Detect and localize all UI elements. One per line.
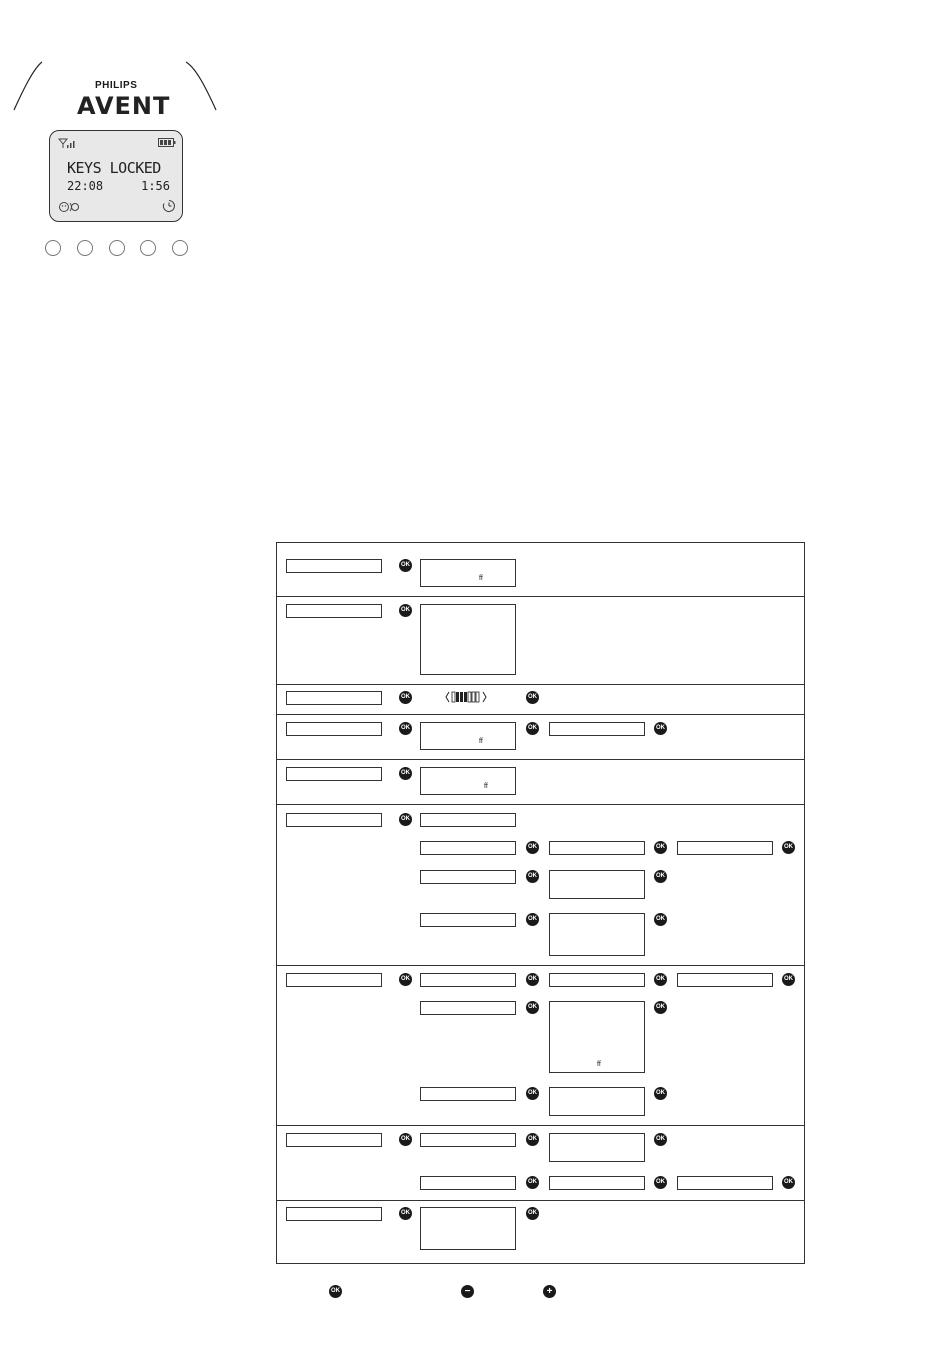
screen-note: ff [479, 575, 483, 582]
submenu-box [420, 1133, 516, 1147]
submenu-box [420, 841, 516, 855]
battery-icon [158, 138, 176, 147]
screen-note: ff [479, 738, 483, 745]
ok-button-icon: OK [654, 1133, 667, 1146]
timer-icon [162, 199, 176, 213]
display-time: 22:08 [67, 179, 104, 193]
menu-item-box [286, 559, 382, 573]
volume-slider-icon [445, 690, 489, 704]
menu-item-box [549, 841, 645, 855]
menu-item-box [549, 722, 645, 736]
ok-button-icon: OK [526, 841, 539, 854]
menu-item-box [286, 1207, 382, 1221]
menu-item-box [286, 722, 382, 736]
ok-button-icon: OK [782, 841, 795, 854]
menu-item-box [549, 973, 645, 987]
submenu-box [420, 1176, 516, 1190]
ok-button-icon: OK [399, 973, 412, 986]
ok-button-icon: OK [399, 691, 412, 704]
menu-item-box [677, 1176, 773, 1190]
screen-box [420, 767, 516, 795]
menu-item-box [286, 767, 382, 781]
ok-button-icon: OK [526, 691, 539, 704]
screen-box [420, 604, 516, 675]
ok-button-icon: OK [654, 1176, 667, 1189]
legend-minus-icon: − [461, 1285, 474, 1298]
ok-button-icon: OK [526, 722, 539, 735]
ok-button-icon: OK [399, 559, 412, 572]
ok-button-icon: OK [526, 1176, 539, 1189]
ok-button-icon: OK [399, 722, 412, 735]
menu-item-box [549, 1176, 645, 1190]
screen-box [549, 870, 645, 899]
menu-flow-table [276, 542, 805, 1264]
ok-button-icon: OK [526, 1133, 539, 1146]
screen-box [549, 1133, 645, 1162]
screen-box [549, 1087, 645, 1116]
menu-item-box [286, 1133, 382, 1147]
ok-button-icon: OK [526, 1087, 539, 1100]
menu-item-box [677, 973, 773, 987]
baby-sound-icon [58, 201, 80, 213]
ok-button-icon: OK [654, 722, 667, 735]
ok-button-icon: OK [399, 767, 412, 780]
signal-icon [58, 138, 76, 148]
menu-item-box [286, 604, 382, 618]
ok-button-icon: OK [399, 813, 412, 826]
device-button-2[interactable] [77, 240, 93, 256]
brand-logo: AVENT [77, 92, 171, 120]
screen-box [420, 1207, 516, 1250]
ok-button-icon: OK [399, 1133, 412, 1146]
menu-item-box [286, 691, 382, 705]
device-button-1[interactable] [45, 240, 61, 256]
ok-button-icon: OK [526, 1001, 539, 1014]
submenu-box [420, 1087, 516, 1101]
menu-item-box [286, 973, 382, 987]
ok-button-icon: OK [654, 870, 667, 883]
screen-box [420, 722, 516, 750]
ok-button-icon: OK [654, 841, 667, 854]
ok-button-icon: OK [526, 1207, 539, 1220]
submenu-box [420, 973, 516, 987]
menu-item-box [677, 841, 773, 855]
submenu-box [420, 813, 516, 827]
submenu-box [420, 913, 516, 927]
ok-button-icon: OK [399, 1207, 412, 1220]
ok-button-icon: OK [526, 913, 539, 926]
ok-button-icon: OK [526, 870, 539, 883]
screen-note: ff [597, 1061, 601, 1068]
submenu-box [420, 1001, 516, 1015]
display-duration: 1:56 [141, 179, 170, 193]
screen-box [420, 559, 516, 587]
device-button-3[interactable] [109, 240, 125, 256]
ok-button-icon: OK [782, 973, 795, 986]
device-display [49, 130, 183, 222]
brand-top: PHILIPS [95, 80, 138, 91]
device-button-4[interactable] [140, 240, 156, 256]
display-status-text: KEYS LOCKED [67, 159, 161, 177]
menu-item-box [286, 813, 382, 827]
ok-button-icon: OK [399, 604, 412, 617]
legend-plus-icon: + [543, 1285, 556, 1298]
screen-box [549, 913, 645, 956]
ok-button-icon: OK [654, 1001, 667, 1014]
ok-button-icon: OK [654, 973, 667, 986]
device-button-5[interactable] [172, 240, 188, 256]
submenu-box [420, 870, 516, 884]
legend-ok-icon: OK [329, 1285, 342, 1298]
ok-button-icon: OK [654, 1087, 667, 1100]
ok-button-icon: OK [526, 973, 539, 986]
screen-note: ff [484, 783, 488, 790]
ok-button-icon: OK [782, 1176, 795, 1189]
ok-button-icon: OK [654, 913, 667, 926]
